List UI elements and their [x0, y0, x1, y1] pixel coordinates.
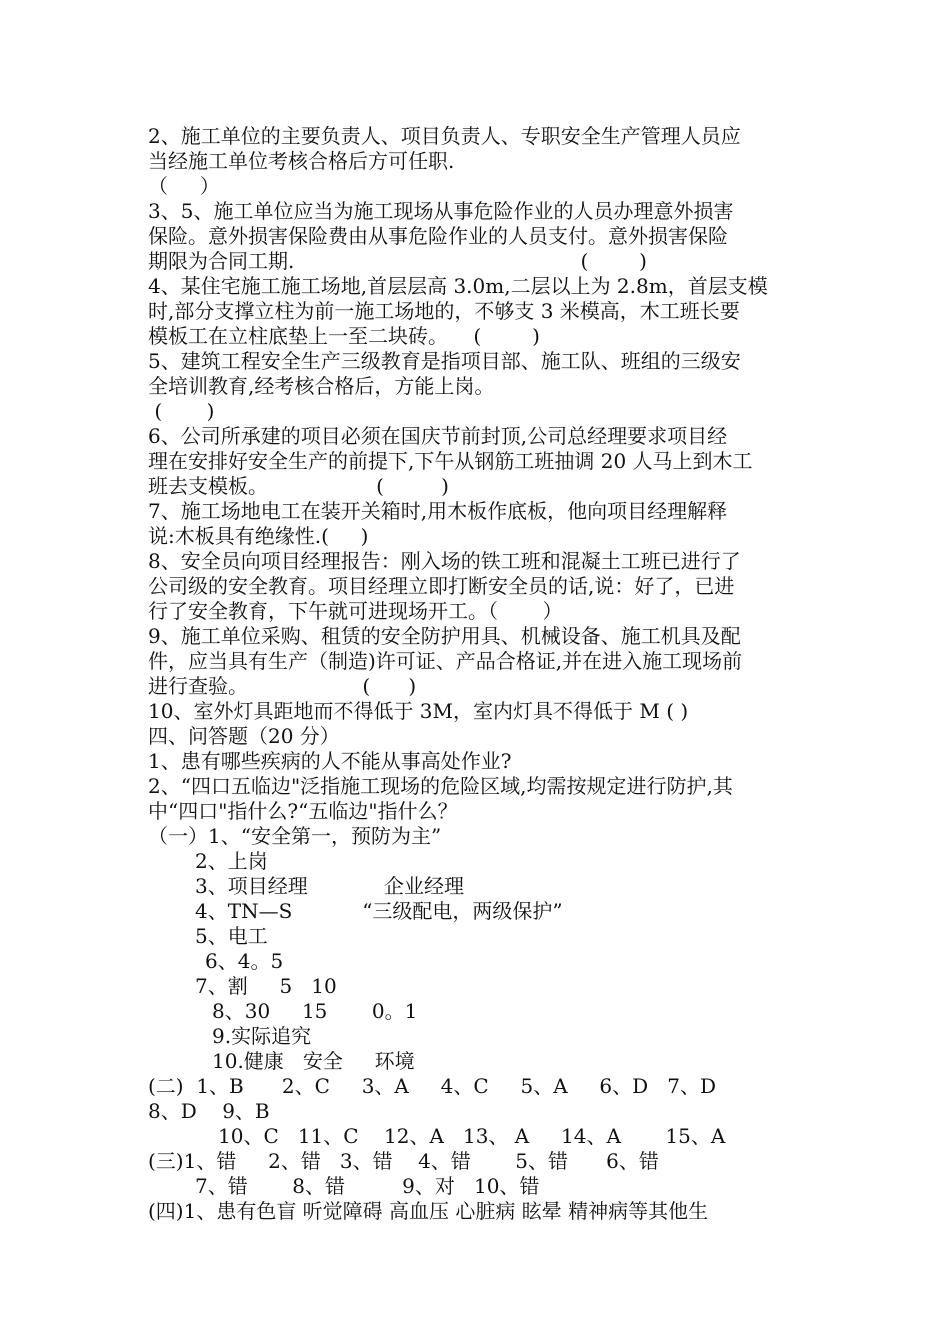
- text-line: 2、施工单位的主要负责人、项目负责人、专职安全生产管理人员应: [148, 124, 741, 148]
- text-line: （ ）: [148, 174, 220, 198]
- answer-line: 9.实际追究: [212, 1024, 312, 1048]
- answer-line: 5、电工: [195, 924, 268, 948]
- text-line: 进行查验。 ( ): [148, 674, 417, 698]
- text-line: 模板工在立柱底垫上一至二块砖。 ( ): [148, 324, 540, 348]
- answer-line: （一）1、“安全第一，预防为主”: [148, 824, 442, 848]
- answer-line: 2、上岗: [195, 849, 268, 873]
- text-line: 3、5、施工单位应当为施工现场从事危险作业的人员办理意外损害: [148, 199, 734, 223]
- text-line: 8、安全员向项目经理报告：刚入场的铁工班和混凝土工班已进行了: [148, 549, 741, 573]
- text-line: 理在安排好安全生产的前提下,下午从钢筋工班抽调 20 人马上到木工: [148, 449, 753, 473]
- text-line: 说:木板具有绝缘性.( ): [148, 524, 369, 548]
- text-line: 10、室外灯具距地而不得低于 3M，室内灯具不得低于 M ( ): [148, 699, 689, 723]
- text-line: 全培训教育,经考核合格后，方能上岗。: [148, 374, 495, 398]
- text-line: 期限为合同工期. ( ): [148, 249, 647, 273]
- answer-line: 8、30 15 0。1: [212, 999, 418, 1023]
- answer-line: 8、D 9、B: [148, 1099, 270, 1123]
- text-line: 中“四口"指什么?“五临边"指什么？: [148, 799, 458, 823]
- answer-line: 10.健康 安全 环境: [212, 1049, 415, 1073]
- text-line: ( ): [148, 399, 215, 423]
- answer-line: 3、项目经理 企业经理: [195, 874, 465, 898]
- answer-line: 6、4。5: [205, 949, 284, 973]
- text-line: 时,部分支撑立柱为前一施工场地的，不够支 3 米模高，木工班长要: [148, 299, 740, 323]
- text-line: 班去支模板。 ( ): [148, 474, 449, 498]
- text-line: 行了安全教育，下午就可进现场开工。（ ）: [148, 599, 563, 623]
- text-line: 件，应当具有生产（制造)许可证、产品合格证,并在进入施工现场前: [148, 649, 743, 673]
- text-line: 6、公司所承建的项目必须在国庆节前封顶,公司总经理要求项目经: [148, 424, 728, 448]
- text-line: 1、患有哪些疾病的人不能从事高处作业?: [148, 749, 512, 773]
- answer-line: 7、割 5 10: [195, 974, 337, 998]
- text-line: 7、施工场地电工在装开关箱时,用木板作底板，他向项目经理解释: [148, 499, 728, 523]
- text-line: 公司级的安全教育。项目经理立即打断安全员的话,说：好了，已进: [148, 574, 735, 598]
- answer-line: (四)1、患有色盲 听觉障碍 高血压 心脏病 眩晕 精神病等其他生: [148, 1199, 709, 1223]
- answer-line: (三)1、错 2、错 3、错 4、错 5、错 6、错: [148, 1149, 659, 1173]
- text-line: 4、某住宅施工施工场地,首层层高 3.0m,二层以上为 2.8m，首层支模: [148, 274, 768, 298]
- text-line: 当经施工单位考核合格后方可任职.: [148, 149, 455, 173]
- text-line: 2、“四口五临边"泛指施工现场的危险区域,均需按规定进行防护,其: [148, 774, 733, 798]
- answer-line: (二) 1、B 2、C 3、A 4、C 5、A 6、D 7、D: [148, 1074, 717, 1098]
- text-line: 5、建筑工程安全生产三级教育是指项目部、施工队、班组的三级安: [148, 349, 741, 373]
- answer-line: 4、TN—S “三级配电，两级保护”: [195, 899, 563, 923]
- text-line: 保险。意外损害保险费由从事危险作业的人员支付。意外损害保险: [148, 224, 728, 248]
- section-heading: 四、问答题（20 分）: [148, 724, 340, 748]
- text-line: 9、施工单位采购、租赁的安全防护用具、机械设备、施工机具及配: [148, 624, 741, 648]
- answer-line: 7、错 8、错 9、对 10、错: [195, 1174, 540, 1198]
- answer-line: 10、C 11、C 12、A 13、 A 14、A 15、A: [218, 1124, 726, 1148]
